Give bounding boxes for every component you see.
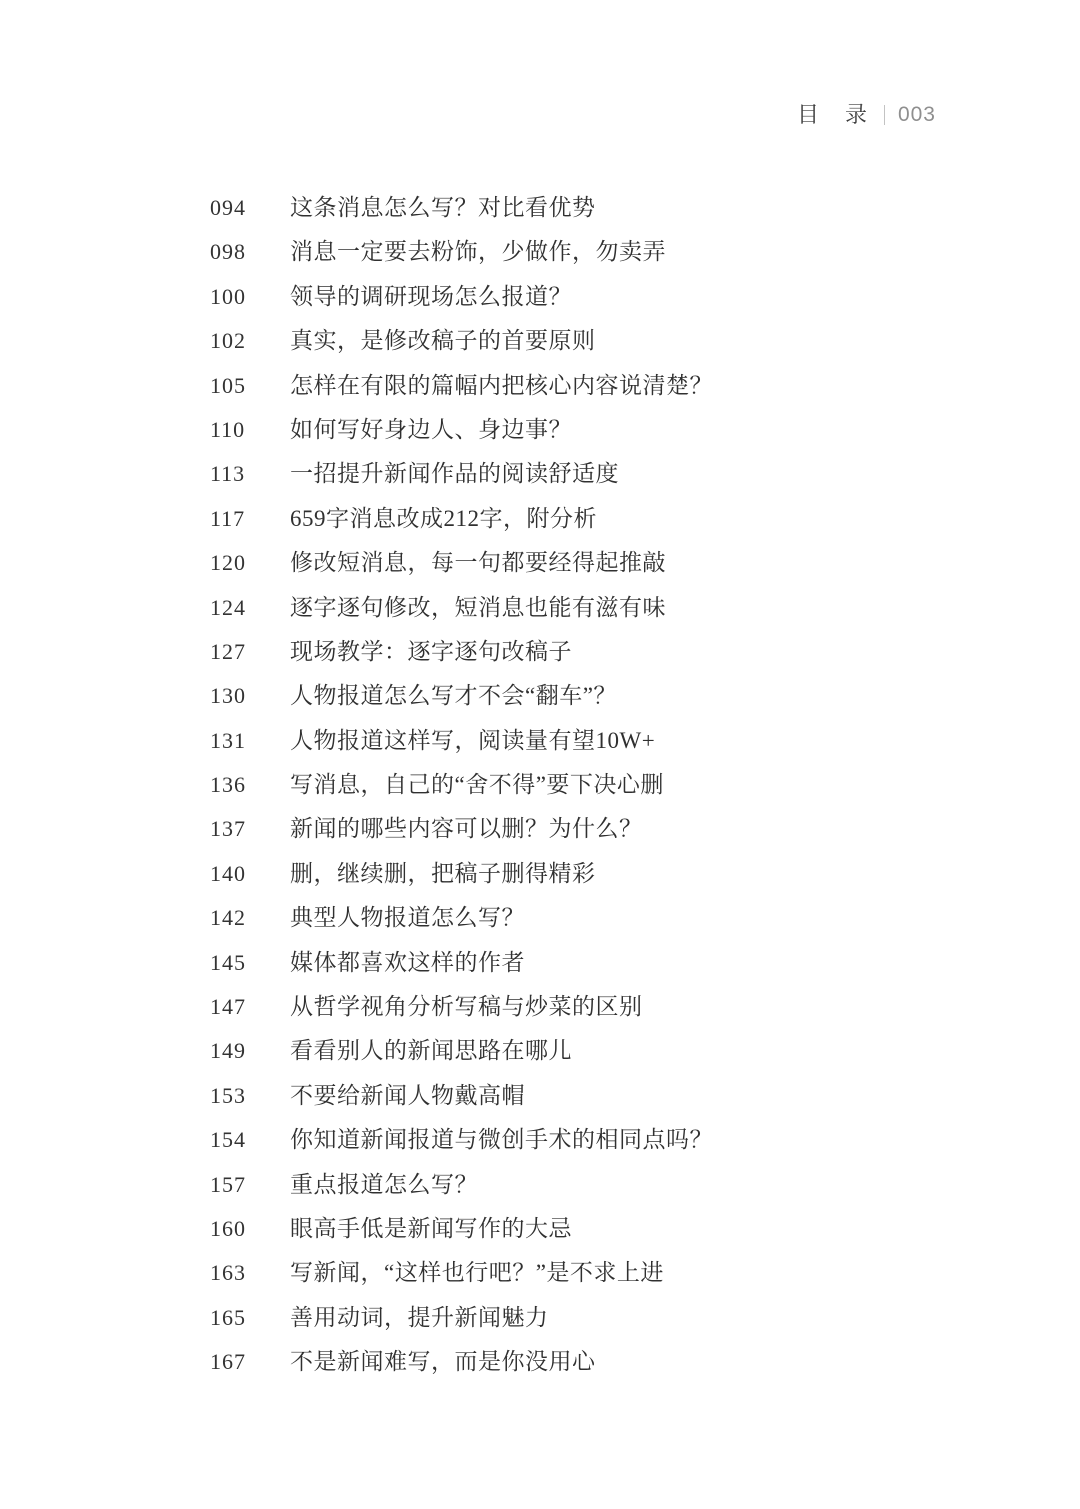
toc-entry	[210, 364, 910, 408]
toc-entry-page-number: 165	[210, 1304, 246, 1330]
toc-entry-page-number: 149	[210, 1038, 246, 1064]
toc-entry	[210, 674, 910, 718]
toc-entry-title: 这条消息怎么写？对比看优势	[290, 195, 596, 220]
toc-entry	[210, 1296, 910, 1340]
toc-entry-page-number: 120	[210, 550, 246, 576]
toc-entry-title: 写消息，自己的“舍不得”要下决心删	[290, 772, 664, 798]
toc-entry-page-number: 140	[210, 860, 246, 886]
toc-entry-title: 典型人物报道怎么写？	[290, 905, 525, 931]
toc-entry-title: 现场教学：逐字逐句改稿子	[290, 638, 572, 664]
toc-entry-page-number: 102	[210, 328, 246, 354]
toc-entry-page-number: 130	[210, 683, 246, 709]
toc-entry	[210, 230, 910, 274]
toc-entry	[210, 541, 910, 585]
toc-entry	[210, 586, 910, 630]
toc-entry-page-number: 124	[210, 594, 246, 620]
toc-entry-page-number: 142	[210, 905, 246, 931]
toc-entry-page-number: 110	[210, 416, 246, 442]
toc-entry-page-number: 100	[210, 283, 246, 309]
toc-entry-title: 删，继续删，把稿子删得精彩	[290, 860, 596, 886]
toc-entry-page-number: 163	[210, 1260, 246, 1286]
toc-entry	[210, 896, 910, 940]
toc-entry-page-number: 117	[210, 505, 246, 531]
running-head	[797, 101, 936, 129]
toc-entry	[210, 275, 910, 319]
toc-entry-title: 从哲学视角分析写稿与炒菜的区别	[290, 994, 643, 1020]
toc-entry-title: 新闻的哪些内容可以删？为什么？	[290, 816, 643, 842]
toc-entry	[210, 186, 910, 230]
running-head-page-number: 003	[897, 103, 936, 126]
toc-entry	[210, 985, 910, 1029]
running-head-divider	[884, 105, 885, 125]
toc-entry-title: 写新闻，“这样也行吧？”是不求上进	[290, 1260, 664, 1286]
toc-entry-title: 不是新闻难写，而是你没用心	[290, 1349, 596, 1375]
toc-entry	[210, 630, 910, 674]
toc-entry	[210, 1340, 910, 1384]
toc-entry-title: 如何写好身边人、身边事？	[290, 416, 572, 442]
toc-entry	[210, 1163, 910, 1207]
toc-entry-page-number: 127	[210, 638, 246, 664]
toc-entry-title: 眼高手低是新闻写作的大忌	[290, 1215, 572, 1241]
toc-entry-title: 重点报道怎么写？	[290, 1171, 478, 1197]
toc-entry-title: 真实，是修改稿子的首要原则	[290, 328, 596, 354]
toc-entry-page-number: 131	[210, 727, 246, 753]
toc-entry-title: 消息一定要去粉饰，少做作，勿卖弄	[290, 239, 666, 265]
toc-entry-title: 修改短消息，每一句都要经得起推敲	[290, 550, 666, 576]
toc-entry-page-number: 147	[210, 994, 246, 1020]
toc-entry-page-number: 137	[210, 816, 246, 842]
toc-entry-title: 一招提升新闻作品的阅读舒适度	[290, 461, 619, 487]
toc-entry	[210, 1251, 910, 1295]
toc-list	[210, 186, 910, 1385]
toc-entry	[210, 852, 910, 896]
toc-entry-title: 逐字逐句修改，短消息也能有滋有味	[290, 594, 666, 620]
running-head-section-label: 目 录	[796, 102, 869, 127]
toc-entry-page-number: 113	[210, 461, 246, 487]
toc-entry-title: 看看别人的新闻思路在哪儿	[290, 1038, 572, 1064]
toc-entry	[210, 763, 910, 807]
toc-entry-title: 你知道新闻报道与微创手术的相同点吗？	[290, 1127, 713, 1153]
toc-entry-page-number: 153	[210, 1082, 246, 1108]
toc-entry	[210, 941, 910, 985]
toc-entry	[210, 1118, 910, 1162]
toc-entry	[210, 1074, 910, 1118]
toc-entry	[210, 319, 910, 363]
toc-entry	[210, 1029, 910, 1073]
toc-entry-page-number: 160	[210, 1215, 246, 1241]
toc-entry-title: 怎样在有限的篇幅内把核心内容说清楚？	[290, 372, 713, 398]
toc-entry-title: 659字消息改成212字，附分析	[290, 505, 597, 531]
toc-entry-title: 不要给新闻人物戴高帽	[290, 1082, 525, 1108]
toc-entry-title: 媒体都喜欢这样的作者	[290, 949, 525, 975]
toc-entry-title: 领导的调研现场怎么报道？	[290, 283, 572, 309]
toc-entry	[210, 807, 910, 851]
toc-entry	[210, 719, 910, 763]
toc-entry	[210, 408, 910, 452]
toc-entry	[210, 452, 910, 496]
toc-entry-title: 人物报道怎么写才不会“翻车”？	[290, 683, 617, 709]
toc-entry-page-number: 105	[210, 372, 246, 398]
toc-entry-page-number: 098	[210, 239, 246, 265]
toc-entry-page-number: 145	[210, 949, 246, 975]
toc-entry-page-number: 094	[210, 195, 246, 220]
toc-entry-page-number: 167	[210, 1349, 246, 1375]
toc-entry-title: 善用动词，提升新闻魅力	[290, 1304, 549, 1330]
toc-entry-page-number: 136	[210, 772, 246, 798]
toc-entry	[210, 1207, 910, 1251]
toc-entry-page-number: 154	[210, 1127, 246, 1153]
toc-entry-page-number: 157	[210, 1171, 246, 1197]
toc-entry	[210, 497, 910, 541]
toc-entry-title: 人物报道这样写，阅读量有望10W+	[290, 727, 656, 753]
